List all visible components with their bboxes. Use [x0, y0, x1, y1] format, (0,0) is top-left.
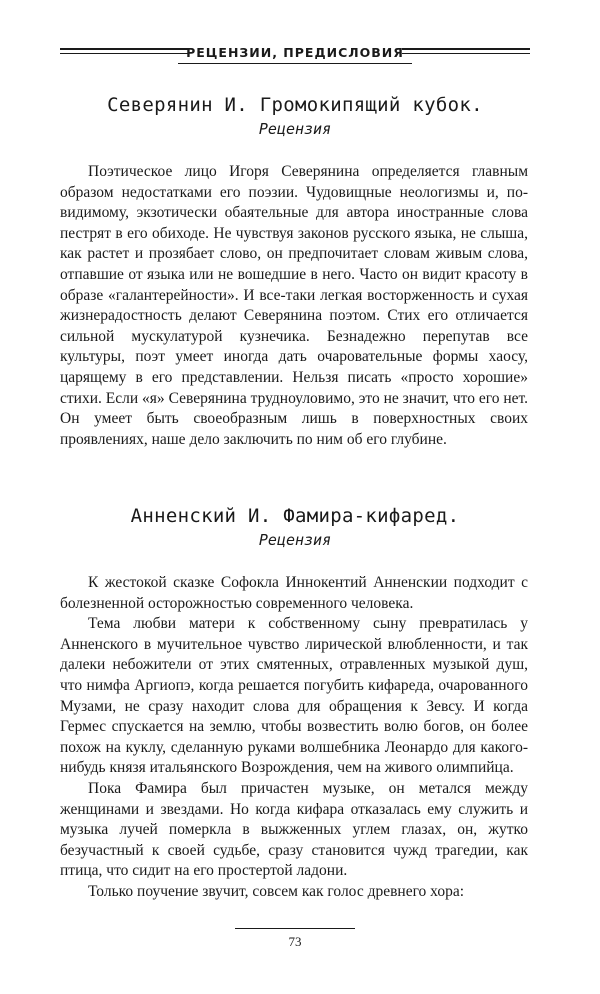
section-body-severyanin [60, 162, 528, 450]
section-body-annensky [60, 573, 528, 903]
section-subtitle-annensky: Рецензия [258, 531, 332, 549]
paragraph: Только поучение звучит, совсем как голос древнего хора: [88, 882, 465, 900]
section-title-severyanin: Северянин И. Громокипящий кубок. [107, 94, 483, 116]
header-title-underline [178, 63, 412, 64]
paragraph: Пока Фамира был причастен музыке, он метался между женщинами и звездами. Но когда кифара отказалась ему служить и музыка лучей померкла в выжженных углем глазах, он, жутко безучастный к своей судьбе, сразу становится чужд трагедии, как птица, что сидит на его простертой ладони. [60, 779, 528, 880]
section-subtitle-severyanin: Рецензия [258, 120, 332, 138]
section-title-annensky: Анненский И. Фамира-кифаред. [130, 505, 460, 527]
page-number: 73 [288, 934, 302, 949]
footer-rule [235, 928, 355, 929]
paragraph: Поэтическое лицо Игоря Северянина определяется главным образом недостатками его поэзии. Чудовищные неологизмы и, по-видимому, экзотически обаятельные для автора иностранные слова пестрят в его обиходе. Не чувствуя законов русского языка, не слыша, как растет и прозябает слово, он предпочитает словам живым слова, отпавшие от языка или не вошедшие в него. Часто он видит красоту в образе «галантерейности». И все-таки легкая восторженность и сухая жизнерадостность делают Северянина поэтом. Стих его отличается сильной мускулатурой кузнечика. Безнадежно перепутав все культуры, поэт умеет иногда дать очаровательные формы хаосу, царящему в его представлении. Нельзя писать «просто хорошие» стихи. Если «я» Северянина трудноуловимо, это не значит, что его нет. Он умеет быть своеобразным лишь в поверхностных своих проявлениях, наше дело заключить по ним об его глубине. [60, 163, 528, 448]
paragraph: К жестокой сказке Софокла Иннокентий Анненскии подходит с болезненной осторожностью современного человека. [60, 574, 528, 612]
paragraph: Тема любви матери к собственному сыну превратилась у Анненского в мучительное чувство лирической влюбленности, и так далеки небожители от этих смятенных, отравленных музыкой душ, что нимфа Аргиопэ, когда решается погубить кифареда, очарованного Музами, не сразу находит слова для обращения к Зевсу. И когда Гермес спускается на землю, чтобы возвестить волю богов, он более похож на куклу, сделанную руками волшебника Леонардо для какого-нибудь князя итальянского Возрождения, чем на живого олимпийца. [60, 615, 528, 777]
running-header [60, 44, 530, 74]
running-header-title: РЕЦЕНЗИИ, ПРЕДИСЛОВИЯ [186, 45, 404, 60]
